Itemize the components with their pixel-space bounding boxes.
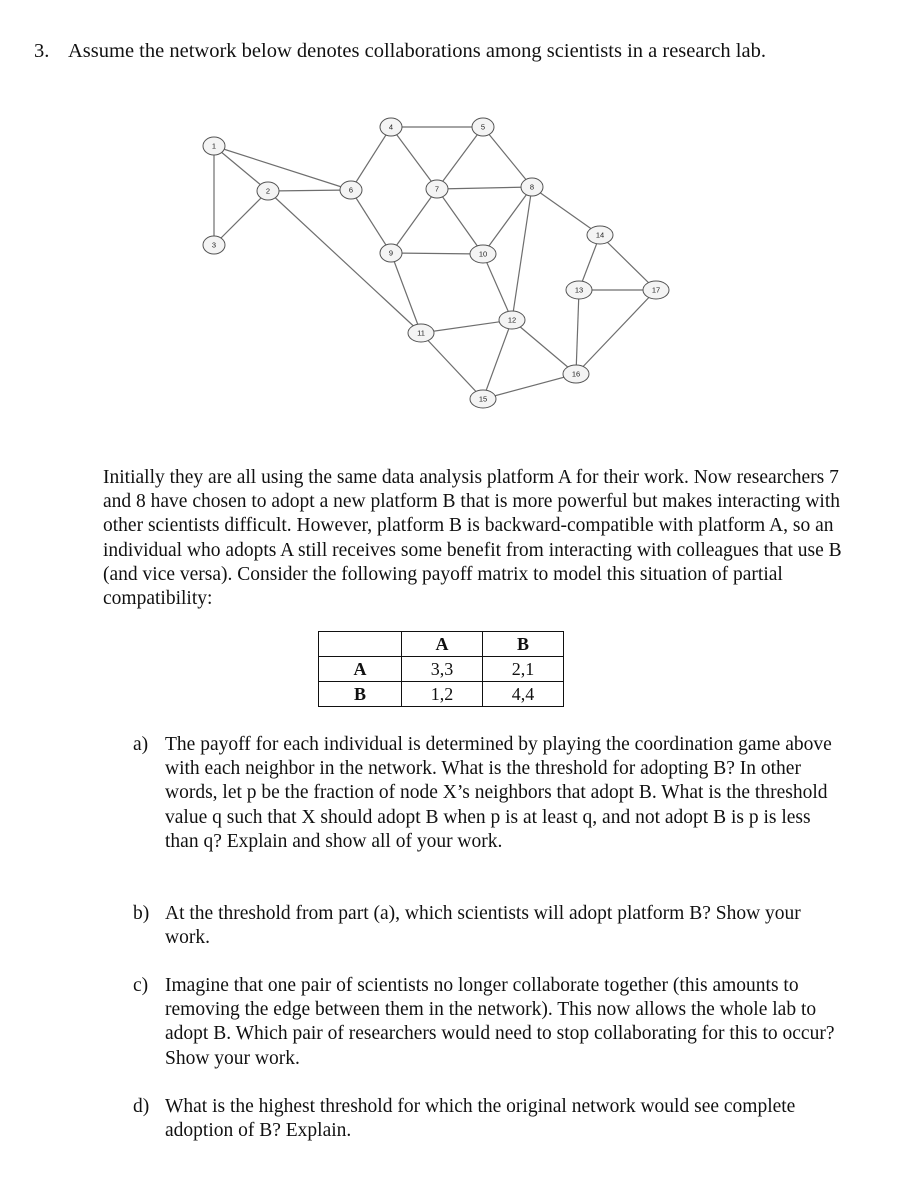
network-edge: [214, 146, 268, 191]
network-edge: [483, 187, 532, 254]
intro-text: Initially they are all using the same data analysis platform A for their work. Now researchers 7 and 8 have chosen to adopt a new platform B that is more powerful but makes interacting with other scientists difficult. However, platform B is backward-compatible with platform A, so an individual who adopts A still receives some benefit from interacting with colleagues that use B (and vice versa). Consider the following payoff matrix to model this situation of partial compatibility:: [103, 467, 842, 610]
network-edge: [512, 320, 576, 374]
network-node: [470, 390, 496, 408]
part-text: Imagine that one pair of scientists no longer collaborate together (this amounts to removing the edge between them in the network). This now allows the whole lab to adopt B. Which pair of researchers would need to stop collaborating for this to occur? Show your work.: [165, 975, 835, 1069]
network-node: [408, 324, 434, 342]
network-edge: [391, 189, 437, 253]
network-edge: [351, 127, 391, 190]
payoff-row-label: B: [319, 682, 402, 707]
part-text: The payoff for each individual is determined by playing the coordination game above with each neighbor in the network. What is the threshold for adopting B? In other words, let p be the fraction of node X’s neighbors that adopt B. What is the threshold value q such that X should adopt B when p is at least q, and not adopt B is p is less than q? Explain and show all of your work.: [165, 734, 832, 852]
network-edge: [214, 191, 268, 245]
node-label: 16: [571, 369, 581, 379]
payoff-col-header-b: B: [483, 632, 564, 657]
question-text: Assume the network below denotes collaborations among scientists in a research lab.: [68, 40, 766, 62]
node-label: 15: [478, 394, 488, 404]
payoff-corner-cell: [319, 632, 402, 657]
payoff-row-label: A: [319, 657, 402, 682]
payoff-cell: 2,1: [483, 657, 564, 682]
payoff-header-row: [319, 632, 564, 657]
payoff-matrix: [318, 631, 564, 707]
network-edge: [437, 187, 532, 189]
network-edge: [576, 290, 656, 374]
part-text: What is the highest threshold for which the original network would see complete adoption of B? Explain.: [165, 1096, 796, 1142]
payoff-col-header-a: A: [402, 632, 483, 657]
network-node: [380, 244, 402, 262]
node-label: 7: [434, 184, 440, 194]
network-edge: [351, 190, 391, 253]
network-edge: [512, 187, 532, 320]
network-node: [257, 182, 279, 200]
network-edge: [437, 189, 483, 254]
network-edges: [211, 127, 656, 399]
network-edge: [576, 290, 579, 374]
node-label: 4: [388, 122, 394, 132]
node-label: 1: [211, 141, 217, 151]
collaboration-network-graph: [0, 0, 924, 460]
network-node: [340, 181, 362, 199]
node-label: 14: [595, 230, 605, 240]
network-node: [643, 281, 669, 299]
network-edge: [421, 320, 512, 333]
network-edge: [483, 127, 532, 187]
network-edge: [391, 127, 437, 189]
network-node: [587, 226, 613, 244]
network-edge: [421, 333, 483, 399]
network-node: [380, 118, 402, 136]
part-label: a): [133, 734, 149, 755]
payoff-row-b: [319, 682, 564, 707]
node-label: 2: [265, 186, 271, 196]
node-label: 17: [651, 285, 661, 295]
network-edge: [437, 127, 483, 189]
network-edge: [483, 254, 512, 320]
node-label: 10: [478, 249, 488, 259]
node-label: 11: [417, 328, 425, 338]
node-label: 8: [529, 182, 535, 192]
network-node: [563, 365, 589, 383]
node-label: 12: [507, 315, 517, 325]
network-edge: [600, 235, 656, 290]
node-label: 6: [348, 185, 354, 195]
node-label: 5: [480, 122, 486, 132]
part-text: At the threshold from part (a), which scientists will adopt platform B? Show your work.: [165, 903, 801, 949]
network-node: [499, 311, 525, 329]
node-label: 13: [574, 285, 584, 295]
part-label: c): [133, 975, 149, 996]
network-node: [472, 118, 494, 136]
network-edge: [214, 146, 351, 190]
network-edge: [391, 253, 421, 333]
network-node: [566, 281, 592, 299]
part-label: d): [133, 1096, 150, 1117]
payoff-cell: 3,3: [402, 657, 483, 682]
part-label: b): [133, 903, 150, 924]
network-edge: [268, 191, 421, 333]
network-nodes: [203, 118, 669, 408]
network-edge: [532, 187, 600, 235]
question-number: 3.: [34, 40, 50, 62]
network-node: [203, 137, 225, 155]
intro-paragraph: [103, 466, 843, 611]
payoff-row-a: [319, 657, 564, 682]
network-edge: [483, 320, 512, 399]
network-node: [203, 236, 225, 254]
network-node: [470, 245, 496, 263]
payoff-cell: 1,2: [402, 682, 483, 707]
network-edge: [268, 190, 351, 191]
node-label: 3: [211, 240, 217, 250]
network-node: [521, 178, 543, 196]
network-edge: [483, 374, 576, 399]
payoff-cell: 4,4: [483, 682, 564, 707]
network-node: [426, 180, 448, 198]
network-edge: [391, 253, 483, 254]
node-label: 9: [388, 248, 394, 258]
